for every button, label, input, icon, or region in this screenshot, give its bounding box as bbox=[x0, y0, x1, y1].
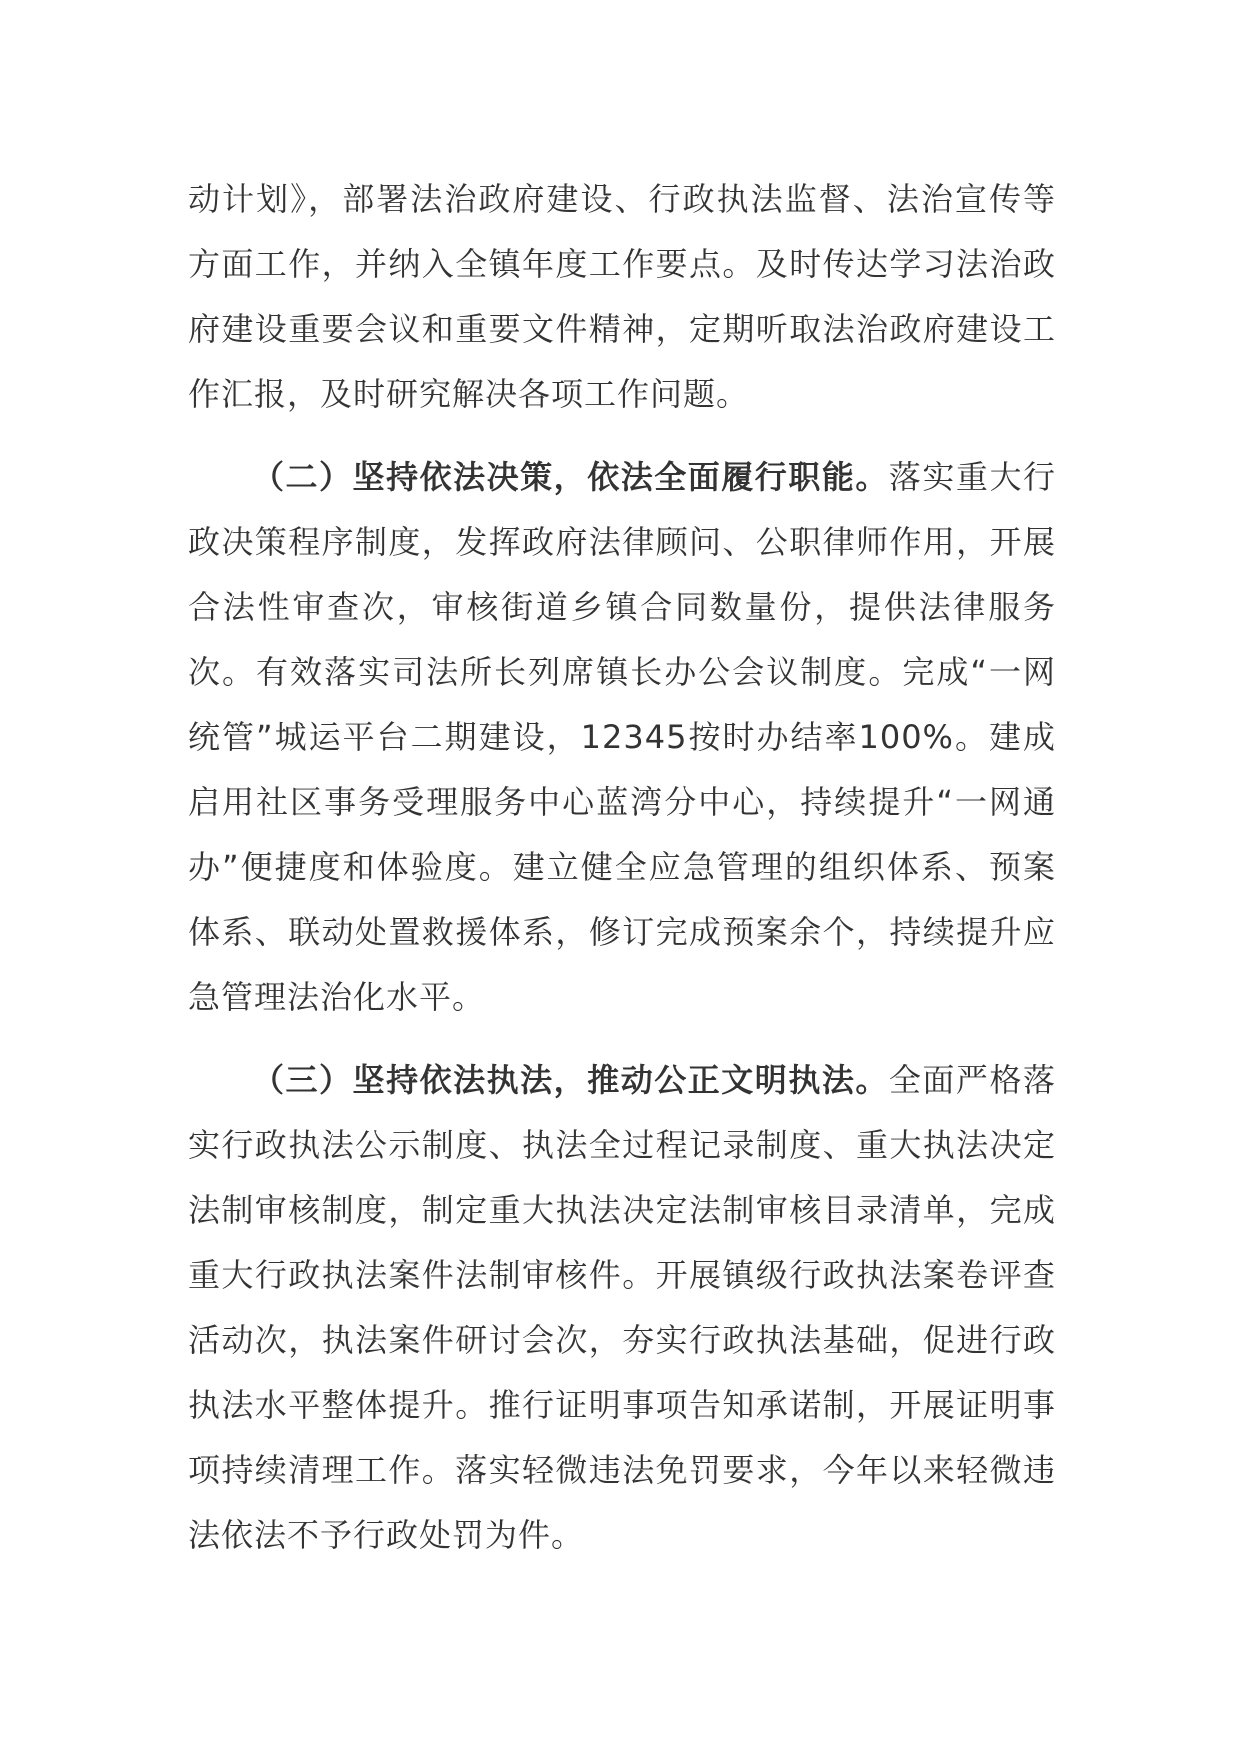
paragraph-text: 动计划》，部署法治政府建设、行政执法监督、法治宣传等方面工作，并纳入全镇年度工作要点。及时传达学习法治政府建设重要会议和重要文件精神，定期听取法治政府建设工作汇报，及时研究解决各项工作问题。 bbox=[188, 180, 1056, 413]
paragraph-text: 全面严格落实行政执法公示制度、执法全过程记录制度、重大执法决定法制审核制度，制定重大执法决定法制审核目录清单，完成重大行政执法案件法制审核件。开展镇级行政执法案卷评查活动次，执法案件研讨会次，夯实行政执法基础，促进行政执法水平整体提升。推行证明事项告知承诺制，开展证明事项持续清理工作。落实轻微违法免罚要求，今年以来轻微违法依法不予行政处罚为件。 bbox=[188, 1061, 1056, 1554]
paragraph-text: 落实重大行政决策程序制度，发挥政府法律顾问、公职律师作用，开展合法性审查次，审核街道乡镇合同数量份，提供法律服务次。有效落实司法所长列席镇长办公会议制度。完成“一网统管”城运平台二期建设，12345按时办结率100%。建成启用社区事务受理服务中心蓝湾分中心，持续提升“一网通办”便捷度和体验度。建立健全应急管理的组织体系、预案体系、联动处置救援体系，修订完成预案余个，持续提升应急管理法治化水平。 bbox=[188, 458, 1056, 1016]
document-body bbox=[188, 167, 1056, 1586]
paragraph-section-2 bbox=[188, 445, 1056, 1030]
paragraph-section-3 bbox=[188, 1048, 1056, 1568]
section-heading: （二）坚持依法决策，依法全面履行职能。 bbox=[252, 458, 889, 496]
paragraph-continuation bbox=[188, 167, 1056, 427]
section-heading: （三）坚持依法执法，推动公正文明执法。 bbox=[252, 1061, 889, 1099]
